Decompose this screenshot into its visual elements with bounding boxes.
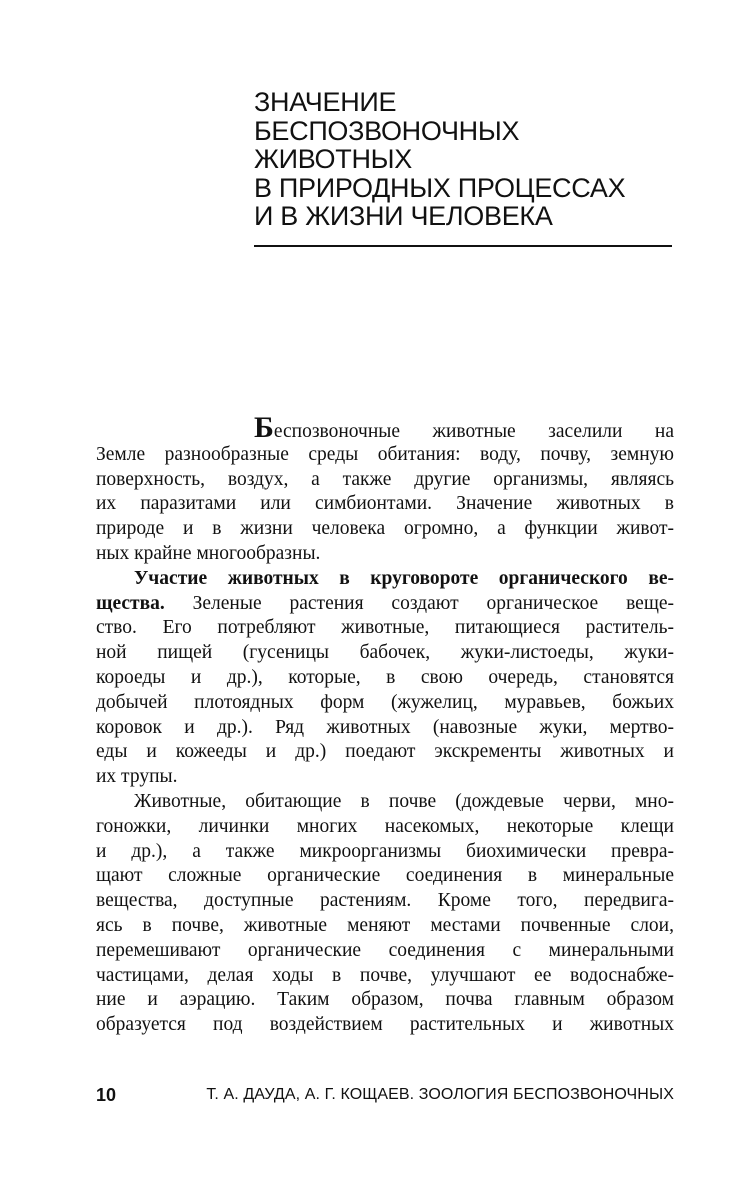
- paragraph-cycle: [96, 567, 674, 790]
- page-number: 10: [96, 1085, 117, 1105]
- chapter-heading: [254, 88, 674, 231]
- text-line: ние и аэрацию. Таким образом, почва главным образом: [96, 989, 674, 1011]
- text-line: еды и кожееды и др.) поедают экскременты животных и: [96, 741, 674, 763]
- text-line: частицами, делая ходы в почве, улучшают ее водоснабже-: [96, 964, 674, 986]
- text-line: и др.), а также микроорганизмы биохимически превра-: [96, 840, 674, 862]
- paragraph-bold-heading: Участие животных в круговороте органического ве-: [134, 567, 674, 589]
- text-line: ных крайне многообразны.: [96, 542, 321, 564]
- heading-line: ЗНАЧЕНИЕ: [254, 87, 397, 117]
- paragraph-soil: [96, 790, 674, 1038]
- text-line: их трупы.: [96, 766, 178, 788]
- text-line: щают сложные органические соединения в минеральные: [96, 865, 674, 887]
- text-line: перемешивают органические соединения с минеральными: [96, 939, 674, 961]
- text-line: короеды и др.), которые, в свою очередь, становятся: [96, 666, 674, 688]
- drop-cap: Б: [254, 411, 274, 444]
- text-line: их паразитами или симбионтами. Значение животных в: [96, 493, 674, 515]
- paragraph-intro: [96, 411, 674, 567]
- heading-line: И В ЖИЗНИ ЧЕЛОВЕКА: [254, 201, 553, 231]
- text-line: ной пищей (гусеницы бабочек, жуки-листоеды, жуки-: [96, 642, 674, 664]
- text-line: ство. Его потребляют животные, питающиеся раститель-: [96, 617, 674, 639]
- text-line: [96, 411, 674, 444]
- text-line: образуется под воздействием растительных и животных: [96, 1014, 674, 1036]
- heading-line: БЕСПОЗВОНОЧНЫХ: [254, 115, 520, 146]
- text-line-content: еспозвоночные животные заселили на: [273, 421, 674, 442]
- text-line: вещества, доступные растениям. Кроме того, передвига-: [96, 890, 674, 912]
- text-line: поверхность, воздух, а также другие организмы, являясь: [96, 468, 674, 490]
- text-line: Земле разнообразные среды обитания: воду, почву, земную: [96, 443, 674, 465]
- text-line: природе и в жизни человека огромно, а функции живот-: [96, 518, 674, 540]
- text-line: ясь в почве, животные меняют местами почвенные слои,: [96, 914, 674, 936]
- text-line: Животные, обитающие в почве (дождевые черви, мно-: [134, 790, 674, 812]
- text-line-content: Зеленые растения создают органическое веще-: [164, 592, 674, 614]
- text-line: добычей плотоядных форм (жужелиц, муравьев, божьих: [96, 691, 674, 713]
- body-text: [96, 411, 674, 1038]
- heading-rule: [254, 245, 672, 247]
- bold-run: щества.: [96, 592, 165, 614]
- text-line: гоножки, личинки многих насекомых, некоторые клещи: [96, 815, 674, 837]
- page-footer: [96, 1085, 674, 1109]
- heading-line: ЖИВОТНЫХ: [254, 144, 412, 174]
- text-line: [96, 592, 674, 617]
- text-line: коровок и др.). Ряд животных (навозные жуки, мертво-: [96, 716, 674, 738]
- running-title: Т. А. ДАУДА, А. Г. КОЩАЕВ. ЗООЛОГИЯ БЕСПОЗВОНОЧНЫХ: [206, 1086, 674, 1103]
- heading-line: В ПРИРОДНЫХ ПРОЦЕССАХ: [254, 172, 626, 203]
